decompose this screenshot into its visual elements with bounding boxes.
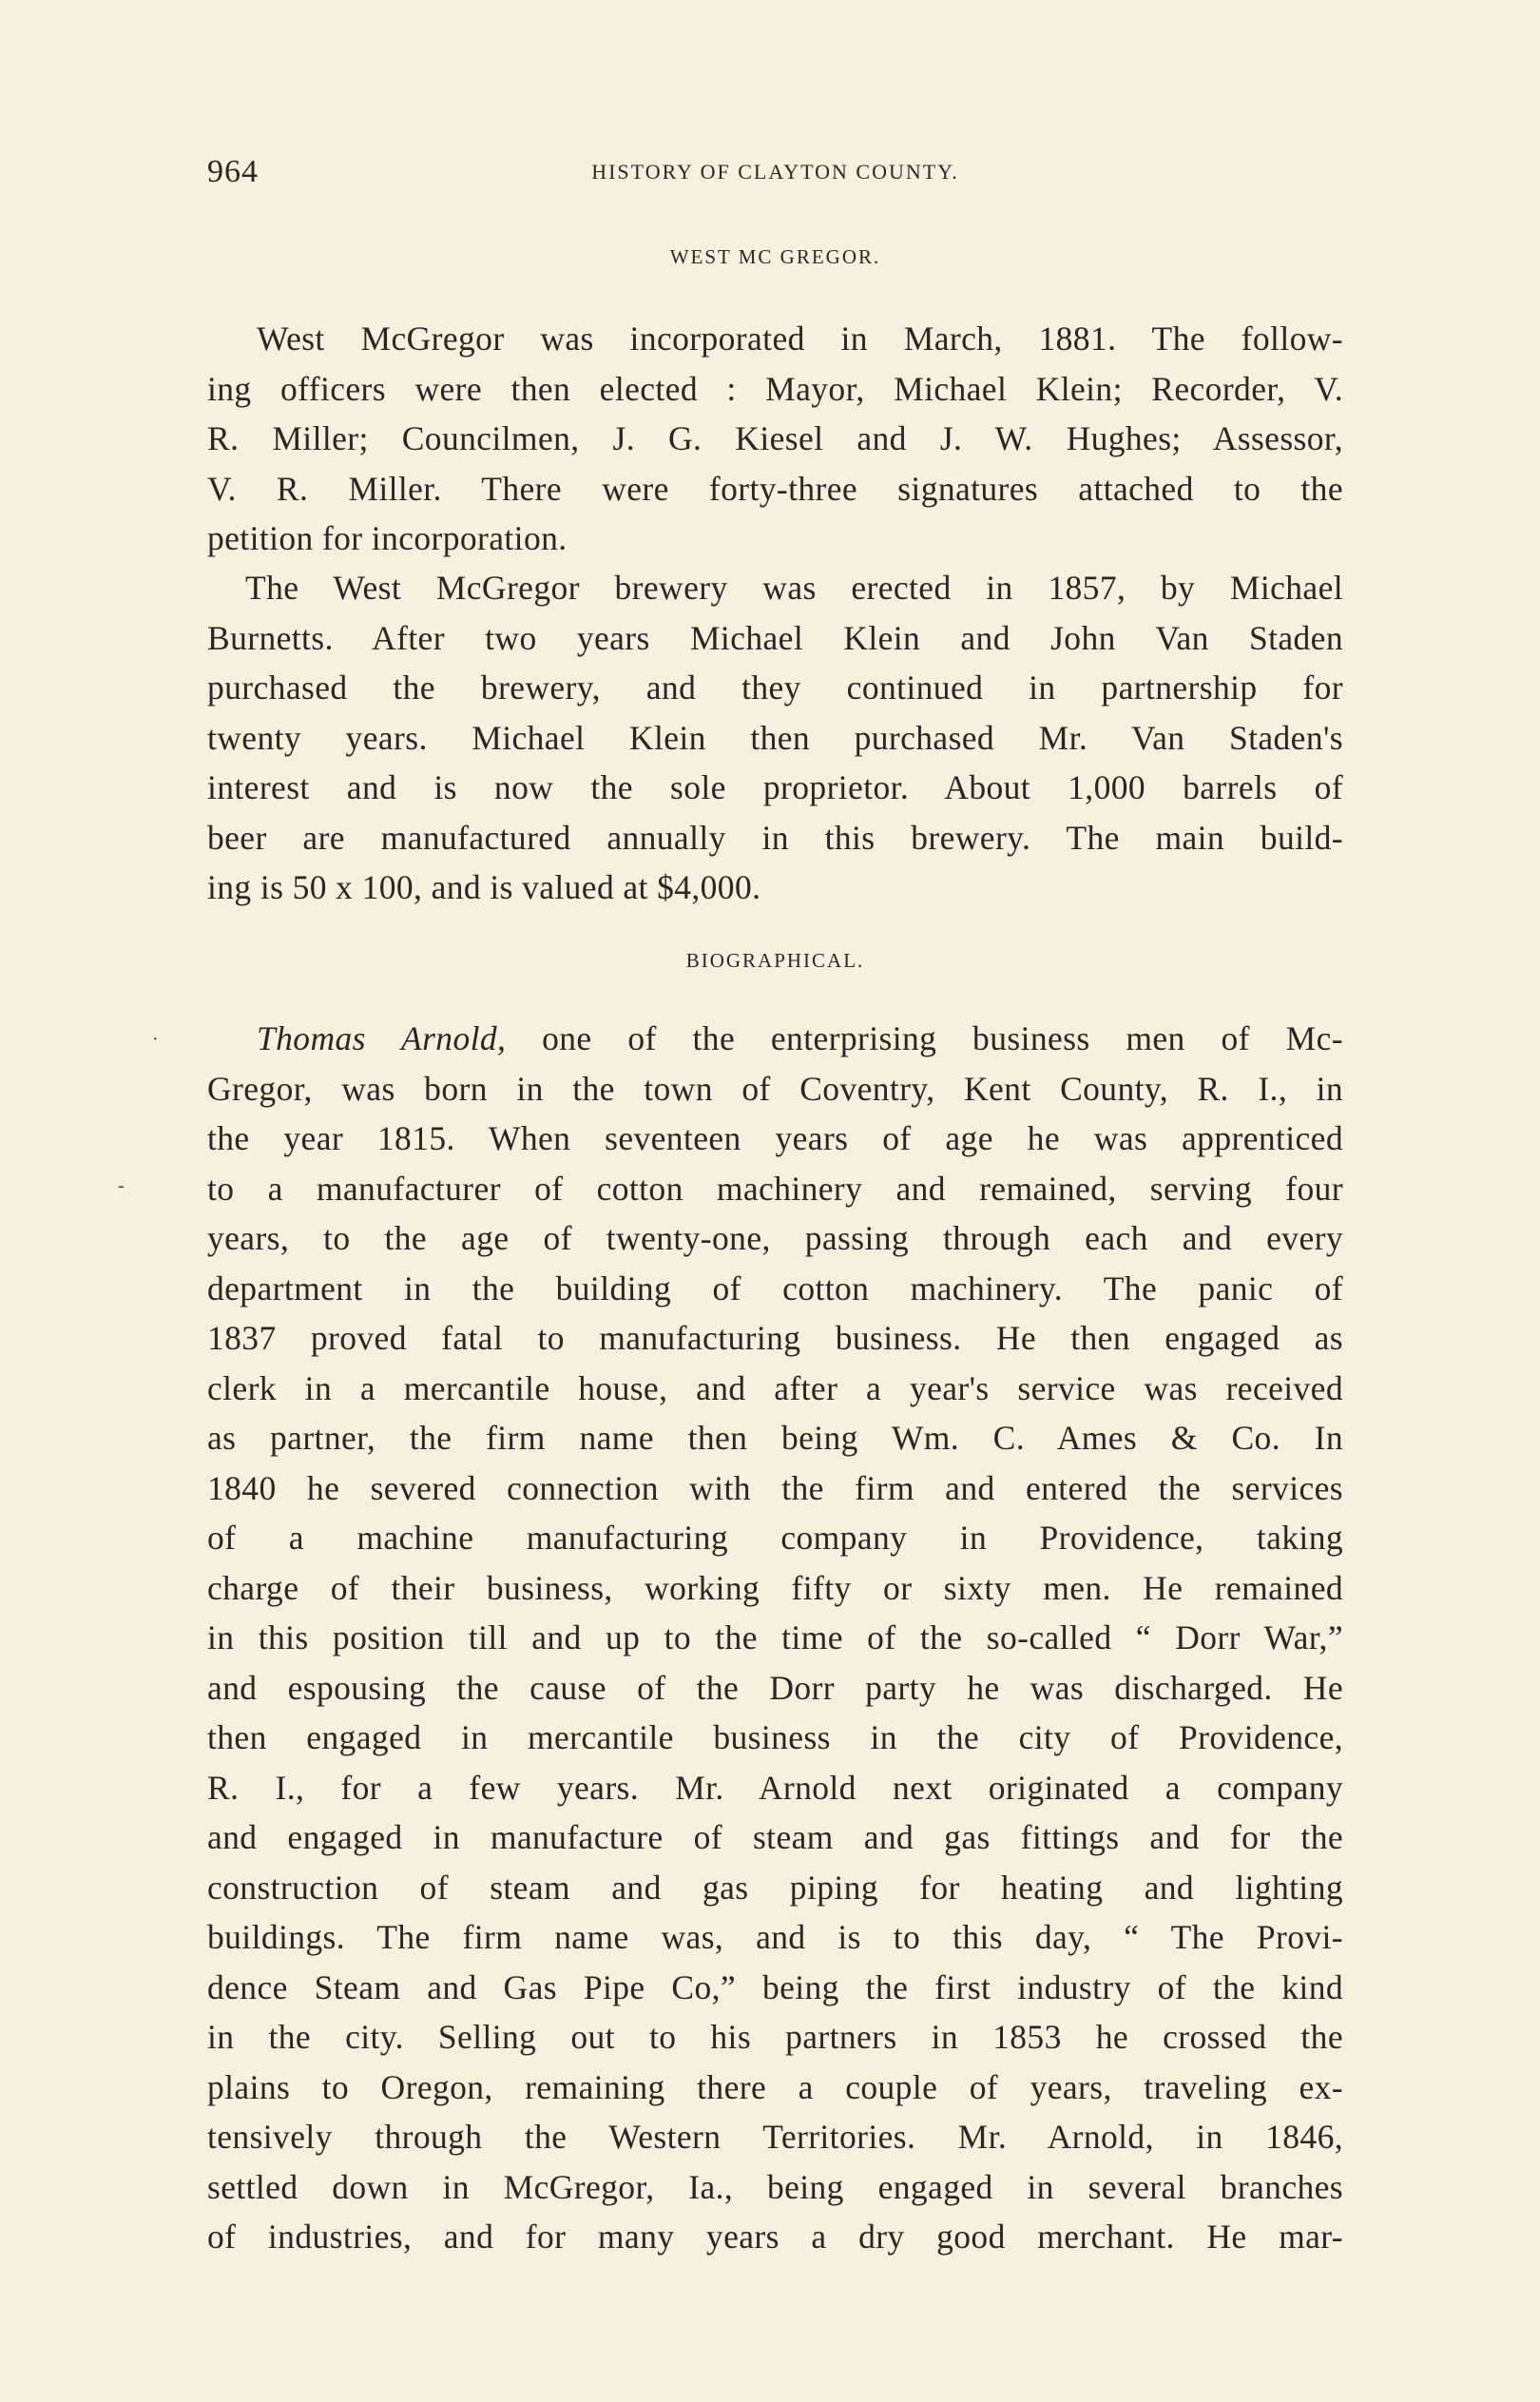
text-line: years, to the age of twenty-one, passing through each and every [207, 1219, 1343, 1257]
paragraph-brewery [207, 563, 1343, 913]
paragraph-incorporation [207, 314, 1343, 564]
text-line-rest: one of the enterprising business men of Mc- [542, 1019, 1344, 1057]
text-line: clerk in a mercantile house, and after a year's service was received [207, 1368, 1343, 1407]
text-line: West McGregor was incorporated in March, 1881. The follow- [257, 320, 1343, 358]
text-line: ing is 50 x 100, and is valued at $4,000. [207, 868, 761, 906]
text-line: settled down in McGregor, Ia., being engaged in several branches [207, 2167, 1343, 2206]
text-line: then engaged in mercantile business in the city of Providence, [207, 1718, 1343, 1756]
text-line [207, 1014, 1343, 1064]
text-line: the year 1815. When seventeen years of age he was apprenticed [207, 1119, 1343, 1157]
paragraph-thomas-arnold [207, 1014, 1343, 2262]
text-line: plains to Oregon, remaining there a couple of years, traveling ex- [207, 2067, 1343, 2106]
running-head [207, 154, 1343, 192]
text-line: beer are manufactured annually in this brewery. The main build- [207, 818, 1343, 857]
text-line: 1837 proved fatal to manufacturing business. He then engaged as [207, 1319, 1343, 1357]
book-title: HISTORY OF CLAYTON COUNTY. [591, 160, 959, 184]
text-line: of industries, and for many years a dry good merchant. He mar- [207, 2218, 1343, 2256]
text-line: Burnetts. After two years Michael Klein and John Van Staden [207, 618, 1343, 657]
text-line: Gregor, was born in the town of Coventry, Kent County, R. I., in [207, 1069, 1343, 1108]
margin-mark: · [152, 1029, 159, 1050]
text-line: buildings. The firm name was, and is to this day, “ The Provi- [207, 1918, 1343, 1956]
text-line: purchased the brewery, and they continued in partnership for [207, 668, 1343, 707]
text-line: interest and is now the sole proprietor. About 1,000 barrels of [207, 768, 1343, 806]
text-line: in this position till and up to the time of the so-called “ Dorr War,” [207, 1618, 1343, 1656]
text-line: R. Miller; Councilmen, J. G. Kiesel and J. W. Hughes; Assessor, [207, 419, 1343, 457]
text-line: V. R. Miller. There were forty-three signatures attached to the [207, 469, 1343, 508]
margin-mark: - [118, 1175, 125, 1196]
text-line: construction of steam and gas piping for heating and lighting [207, 1868, 1343, 1907]
text-line: department in the building of cotton machinery. The panic of [207, 1269, 1343, 1308]
text-line: ing officers were then elected : Mayor, Michael Klein; Recorder, V. [207, 369, 1343, 408]
section-heading-biographical: BIOGRAPHICAL. [685, 949, 865, 972]
text-line: R. I., for a few years. Mr. Arnold next originated a company [207, 1768, 1343, 1807]
text-line: 1840 he severed connection with the firm and entered the services [207, 1468, 1343, 1507]
text-line: charge of their business, working fifty or sixty men. He remained [207, 1568, 1343, 1607]
section-heading-west-mcgregor: WEST MC GREGOR. [669, 245, 881, 268]
text-line: and engaged in manufacture of steam and gas fittings and for the [207, 1818, 1343, 1856]
text-line: to a manufacturer of cotton machinery and remained, serving four [207, 1169, 1343, 1208]
page-number: 964 [207, 154, 259, 189]
text-line: The West McGregor brewery was erected in 1857, by Michael [245, 569, 1343, 607]
text-line: and espousing the cause of the Dorr party he was discharged. He [207, 1668, 1343, 1707]
text-line: tensively through the Western Territories. Mr. Arnold, in 1846, [207, 2118, 1343, 2156]
text-line: dence Steam and Gas Pipe Co,” being the first industry of the kind [207, 1967, 1343, 2006]
text-line: petition for incorporation. [207, 519, 568, 557]
text-line: of a machine manufacturing company in Providence, taking [207, 1519, 1343, 1557]
biography-name: Thomas Arnold, [257, 1019, 507, 1057]
text-line: in the city. Selling out to his partners in 1853 he crossed the [207, 2018, 1343, 2056]
text-line: as partner, the firm name then being Wm. C. Ames & Co. In [207, 1419, 1343, 1457]
text-line: twenty years. Michael Klein then purchased Mr. Van Staden's [207, 718, 1343, 757]
